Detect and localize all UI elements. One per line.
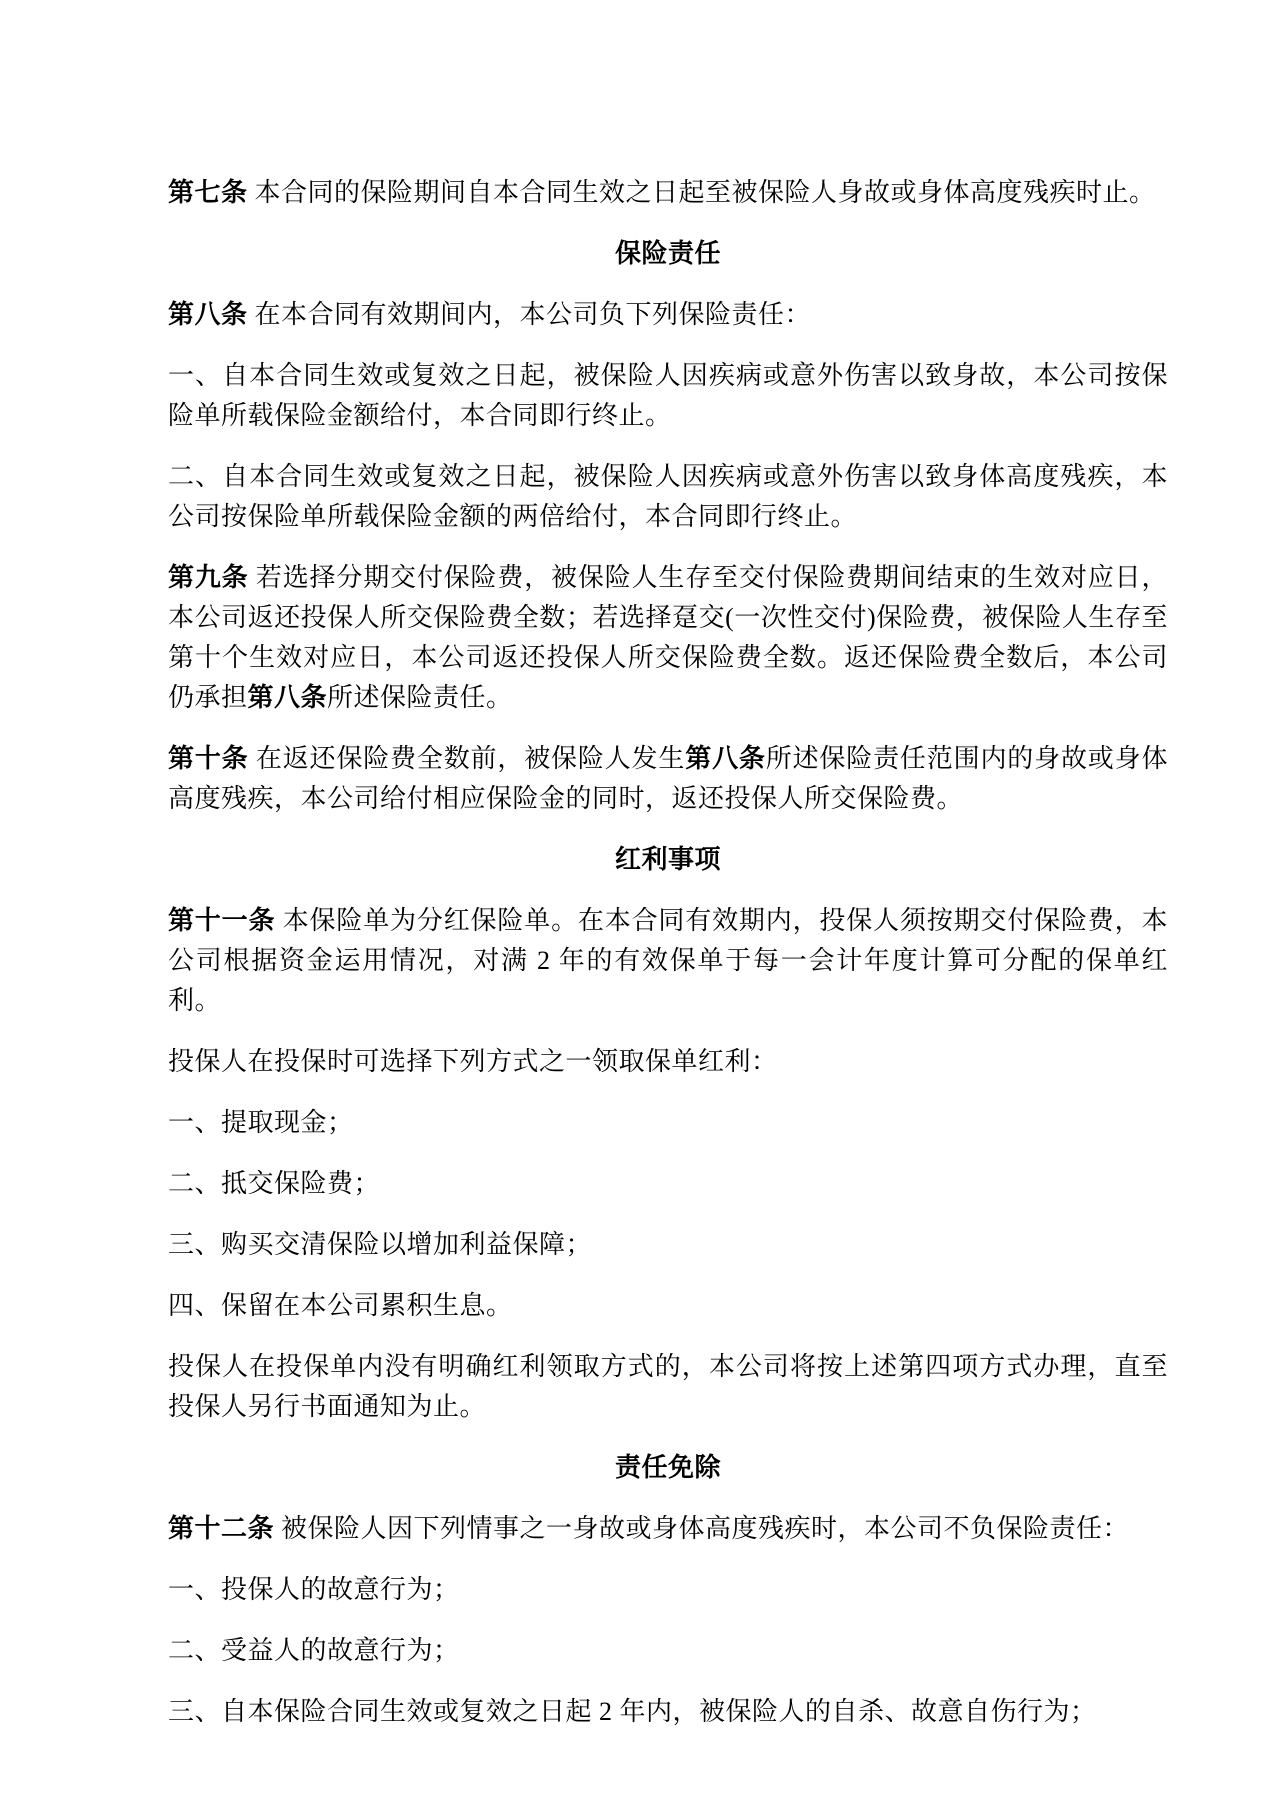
clause-number: 第八条 bbox=[168, 300, 248, 329]
clause-paragraph bbox=[168, 901, 1168, 1021]
clause-number: 第十条 bbox=[168, 744, 249, 773]
body-text: 四、保留在本公司累积生息。 bbox=[168, 1291, 513, 1320]
body-text: 所述保险责任范围内的身故或身体高度残疾，本公司给付相应保险金的同时，返还投保人所交保险费。 bbox=[168, 744, 1168, 813]
body-text: 三、购买交清保险以增加利益保障； bbox=[168, 1230, 593, 1259]
body-text: 二、抵交保险费； bbox=[168, 1169, 381, 1198]
list-item bbox=[168, 457, 1168, 537]
body-text: 二、受益人的故意行为； bbox=[168, 1636, 460, 1665]
list-item bbox=[168, 1164, 1168, 1204]
list-item bbox=[168, 1286, 1168, 1326]
section-heading bbox=[168, 234, 1168, 274]
section-heading bbox=[168, 1448, 1168, 1488]
list-item bbox=[168, 1631, 1168, 1671]
clause-reference: 第八条 bbox=[685, 744, 766, 773]
body-text: 本合同的保险期间自本合同生效之日起至被保险人身故或身体高度残疾时止。 bbox=[247, 178, 1156, 207]
body-text: 若选择分期交付保险费，被保险人生存至交付保险费期间结束的生效对应日，本公司返还投保人所交保险费全数；若选择趸交(一次性交付)保险费，被保险人生存至第十个生效对应日，本公司返还投保人所交保险费全数。返还保险费全数后，本公司仍承担 bbox=[168, 563, 1168, 712]
document-content bbox=[168, 173, 1168, 1732]
clause-paragraph bbox=[168, 295, 1168, 335]
clause-paragraph bbox=[168, 173, 1168, 213]
body-text: 一、提取现金； bbox=[168, 1108, 354, 1137]
clause-number: 红利事项 bbox=[614, 845, 721, 874]
clause-number: 保险责任 bbox=[614, 239, 721, 268]
list-item bbox=[168, 1225, 1168, 1265]
clause-number: 第十一条 bbox=[168, 906, 276, 935]
clause-number: 第十二条 bbox=[168, 1514, 275, 1543]
clause-number: 责任免除 bbox=[614, 1453, 721, 1482]
body-text: 一、自本合同生效或复效之日起，被保险人因疾病或意外伤害以致身故，本公司按保险单所载保险金额给付，本合同即行终止。 bbox=[168, 361, 1168, 430]
clause-paragraph bbox=[168, 739, 1168, 819]
clause-paragraph bbox=[168, 1509, 1168, 1549]
body-text: 三、自本保险合同生效或复效之日起 2 年内，被保险人的自杀、故意自伤行为； bbox=[168, 1697, 1097, 1726]
body-text: 在本合同有效期间内，本公司负下列保险责任： bbox=[247, 300, 812, 329]
body-text: 本保险单为分红保险单。在本合同有效期内，投保人须按期交付保险费，本公司根据资金运用情况，对满 2 年的有效保单于每一会计年度计算可分配的保单红利。 bbox=[168, 906, 1168, 1015]
clause-reference: 第八条 bbox=[247, 683, 328, 712]
list-item bbox=[168, 1692, 1168, 1732]
clause-paragraph bbox=[168, 558, 1168, 718]
body-text: 所述保险责任。 bbox=[327, 683, 513, 712]
body-text: 二、自本合同生效或复效之日起，被保险人因疾病或意外伤害以致身体高度残疾，本公司按保险单所载保险金额的两倍给付，本合同即行终止。 bbox=[168, 462, 1168, 531]
body-text: 被保险人因下列情事之一身故或身体高度残疾时，本公司不负保险责任： bbox=[274, 1514, 1130, 1543]
paragraph bbox=[168, 1042, 1168, 1082]
list-item bbox=[168, 356, 1168, 436]
body-text: 在返还保险费全数前，被保险人发生 bbox=[248, 744, 686, 773]
body-text: 投保人在投保单内没有明确红利领取方式的，本公司将按上述第四项方式办理，直至投保人另行书面通知为止。 bbox=[168, 1352, 1168, 1421]
paragraph bbox=[168, 1347, 1168, 1427]
clause-number: 第七条 bbox=[168, 178, 248, 207]
section-heading bbox=[168, 840, 1168, 880]
body-text: 一、投保人的故意行为； bbox=[168, 1575, 460, 1604]
list-item bbox=[168, 1103, 1168, 1143]
body-text: 投保人在投保时可选择下列方式之一领取保单红利： bbox=[168, 1047, 778, 1076]
clause-number: 第九条 bbox=[168, 563, 249, 592]
list-item bbox=[168, 1570, 1168, 1610]
